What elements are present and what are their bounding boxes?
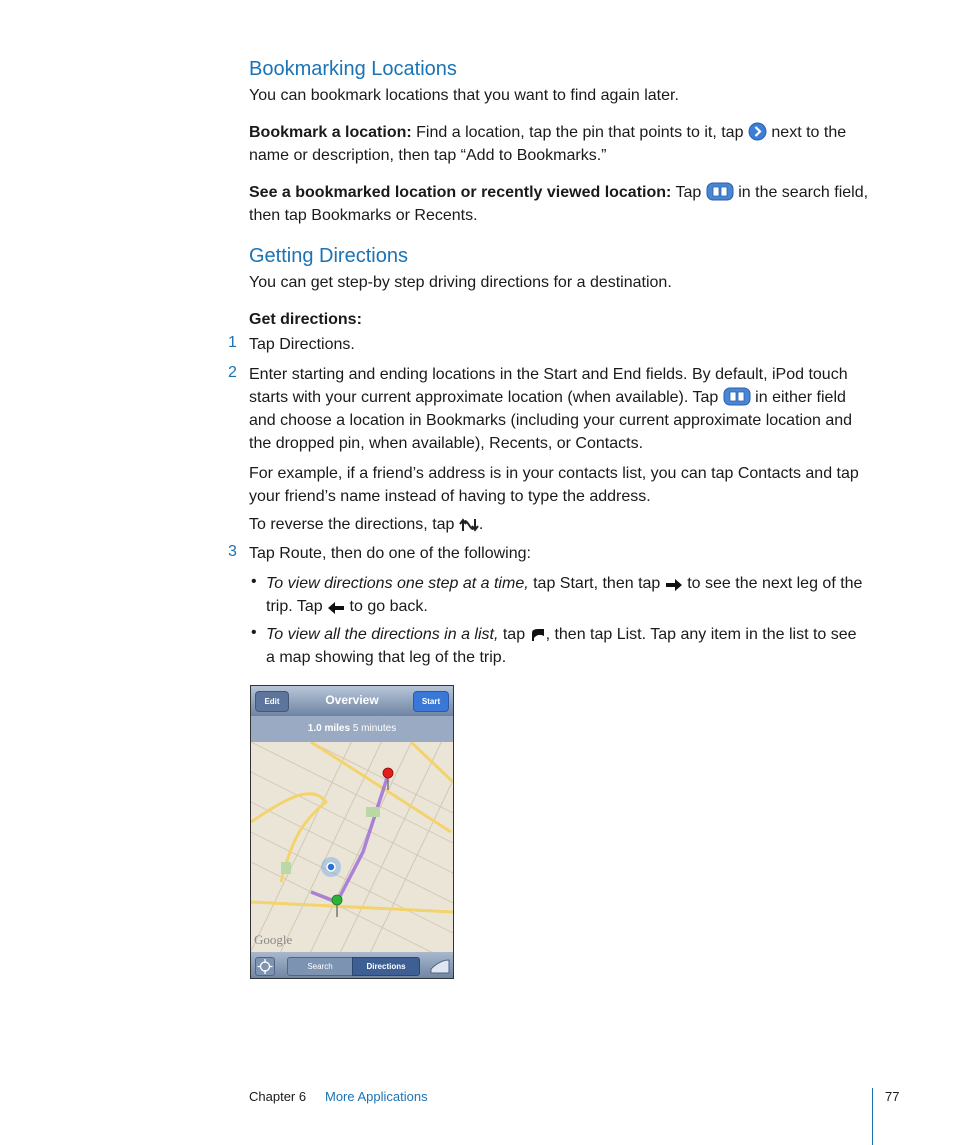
nav-title: Overview bbox=[325, 693, 379, 707]
bullet-1-text bbox=[266, 572, 869, 618]
bottom-toolbar bbox=[251, 952, 453, 978]
reverse-text-b: . bbox=[478, 516, 484, 533]
map-view[interactable] bbox=[251, 742, 453, 952]
step-2-text-a: Enter starting and ending locations in the Start and End fields. By default, iPod touch starts with your current approximate location (when available). Tap bbox=[249, 366, 848, 406]
next-arrow-icon bbox=[665, 578, 683, 592]
get-directions-label: Get directions: bbox=[249, 311, 362, 328]
step-2-text-b: in either field and choose a location in Bookmarks (including your current approximate location and the dropped pin, when available), Recents, or Contacts. bbox=[249, 389, 853, 452]
directions-intro: You can get step-by step driving directions for a destination. bbox=[249, 274, 672, 291]
bullet: • bbox=[251, 624, 257, 641]
route-time: 5 minutes bbox=[352, 723, 397, 734]
directions-tab[interactable]: Directions bbox=[352, 957, 420, 976]
step-number: 1 bbox=[228, 334, 237, 351]
bookmark-location-text-b: next to the name or description, then tap “Add to Bookmarks.” bbox=[249, 124, 847, 164]
step-3-text: Tap Route, then do one of the following: bbox=[249, 545, 531, 562]
maps-screenshot bbox=[250, 685, 454, 979]
page-number: 77 bbox=[885, 1089, 900, 1104]
bullet-1-em: To view directions one step at a time, bbox=[266, 575, 529, 592]
nav-bar bbox=[251, 686, 453, 716]
example-text: For example, if a friend’s address is in your contacts list, you can tap Contacts and tap your friend’s name instead of having to type the address. bbox=[249, 465, 859, 505]
edit-button[interactable]: Edit bbox=[255, 691, 289, 712]
back-arrow-icon bbox=[327, 601, 345, 615]
see-bookmark-text-b: in the search field, then tap Bookmarks or Recents. bbox=[249, 184, 869, 224]
bullet-2-b: , then tap List. Tap any item in the list to see a map showing that leg of the trip. bbox=[266, 626, 857, 666]
reverse-icon bbox=[459, 517, 479, 533]
step-1-text: Tap Directions. bbox=[249, 336, 355, 353]
list-curl-icon bbox=[530, 627, 546, 643]
route-summary bbox=[251, 716, 453, 742]
page-curl-icon bbox=[430, 957, 450, 974]
see-bookmark-para bbox=[249, 181, 869, 227]
bookmark-location-text-a: Find a location, tap the pin that points to it, tap bbox=[416, 124, 744, 141]
step-number: 3 bbox=[228, 543, 237, 560]
footer-chapter: Chapter 6 bbox=[249, 1089, 307, 1104]
start-button[interactable]: Start bbox=[413, 691, 449, 712]
bullet-2-a: tap bbox=[502, 626, 526, 643]
step-2-text bbox=[249, 363, 869, 455]
bookmarks-icon bbox=[723, 387, 751, 406]
footer-divider bbox=[872, 1088, 873, 1145]
detail-disclosure-icon bbox=[748, 122, 767, 141]
see-bookmark-text-a: Tap bbox=[675, 184, 702, 201]
reverse-text-a: To reverse the directions, tap bbox=[249, 516, 455, 533]
locate-icon bbox=[256, 958, 274, 975]
see-bookmark-label: See a bookmarked location or recently viewed location: bbox=[249, 184, 672, 201]
footer-section-link[interactable]: More Applications bbox=[325, 1089, 428, 1104]
bullet-2-text bbox=[266, 623, 869, 669]
bookmarking-intro: You can bookmark locations that you want to find again later. bbox=[249, 87, 679, 104]
heading-directions: Getting Directions bbox=[249, 245, 408, 267]
locate-button[interactable] bbox=[255, 957, 275, 976]
google-logo: Google bbox=[254, 932, 293, 947]
bookmark-location-label: Bookmark a location: bbox=[249, 124, 412, 141]
step-number: 2 bbox=[228, 364, 237, 381]
route-distance: 1.0 miles bbox=[307, 723, 351, 734]
bullet-2-em: To view all the directions in a list, bbox=[266, 626, 499, 643]
bullet: • bbox=[251, 573, 257, 590]
page-curl-button[interactable] bbox=[430, 957, 450, 974]
bullet-1-c: to go back. bbox=[349, 598, 428, 615]
bookmarks-icon bbox=[706, 182, 734, 201]
bookmark-location-para bbox=[249, 121, 869, 167]
search-tab[interactable]: Search bbox=[287, 957, 353, 976]
bullet-1-a: tap Start, then tap bbox=[533, 575, 661, 592]
bullet-1-b: to see the next leg of the trip. Tap bbox=[266, 575, 863, 615]
heading-bookmarking: Bookmarking Locations bbox=[249, 58, 457, 80]
reverse-para bbox=[249, 513, 869, 536]
